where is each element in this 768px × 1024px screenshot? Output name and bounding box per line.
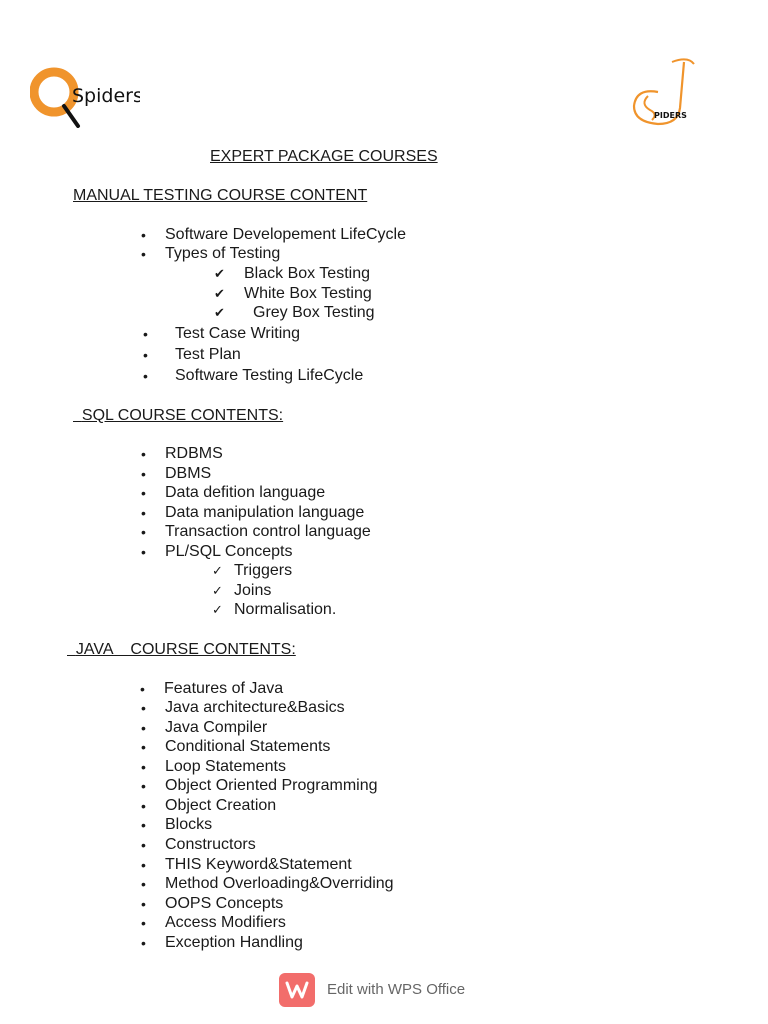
sub-list-item: ✓ Normalisation.	[212, 601, 337, 618]
list-item: • Constructors	[141, 836, 256, 853]
list-item: • THIS Keyword&Statement	[141, 856, 352, 873]
sql-heading: SQL COURSE CONTENTS:	[81, 407, 284, 424]
check-icon: ✓	[212, 583, 223, 598]
list-item: • Software Developement LifeCycle	[141, 226, 407, 243]
check-icon: ✓	[212, 602, 223, 617]
list-item: • Data manipulation language	[141, 504, 365, 521]
sub-list-item: ✓ Joins	[212, 582, 272, 599]
list-item: • Software Testing LifeCycle	[143, 367, 364, 384]
list-item: • PL/SQL Concepts	[141, 543, 293, 560]
check-icon: ✓	[212, 563, 223, 578]
jspiders-logo-text: PIDERS	[654, 111, 687, 120]
edit-with-wps-button[interactable]	[279, 973, 499, 1009]
list-item: • Data defition language	[141, 484, 326, 501]
list-item: • DBMS	[141, 465, 212, 482]
list-item: • Features of Java	[140, 680, 284, 697]
list-item: • Access Modifiers	[141, 914, 286, 931]
list-item: • OOPS Concepts	[141, 895, 284, 912]
list-item: • Types of Testing	[141, 245, 281, 262]
qspiders-logo-icon	[30, 66, 140, 128]
sub-list-item: ✔ Black Box Testing	[214, 265, 370, 282]
check-icon: ✔	[214, 266, 225, 281]
list-item: • Exception Handling	[141, 934, 303, 951]
wps-logo-icon	[279, 973, 315, 1007]
list-item: • Test Plan	[143, 346, 241, 363]
list-item: • Object Creation	[141, 797, 277, 814]
qspiders-logo	[30, 66, 140, 128]
qspiders-logo-text: Spiders	[72, 85, 140, 107]
list-item: • Java architecture&Basics	[141, 699, 345, 716]
list-item: • Object Oriented Programming	[141, 777, 378, 794]
jspiders-logo-icon	[628, 58, 700, 128]
list-item: • Test Case Writing	[143, 325, 301, 342]
list-item: • Method Overloading&Overriding	[141, 875, 394, 892]
wps-label: Edit with WPS Office	[327, 981, 466, 998]
java-heading: JAVA COURSE CONTENTS:	[75, 641, 296, 658]
list-item: • Loop Statements	[141, 758, 286, 775]
check-icon: ✔	[214, 286, 225, 301]
list-item: • Transaction control language	[141, 523, 371, 540]
list-item: • Java Compiler	[141, 719, 268, 736]
list-item: • Conditional Statements	[141, 738, 331, 755]
sub-list-item: ✔ White Box Testing	[214, 285, 372, 302]
list-item: • RDBMS	[141, 445, 223, 462]
sub-list-item: ✔ Grey Box Testing	[214, 304, 375, 321]
jspiders-logo	[628, 58, 700, 128]
page-title: EXPERT PACKAGE COURSES	[210, 148, 438, 165]
sub-list-item: ✓ Triggers	[212, 562, 293, 579]
list-item: • Blocks	[141, 816, 213, 833]
check-icon: ✔	[214, 305, 225, 320]
manual-heading: MANUAL TESTING COURSE CONTENT	[73, 187, 368, 204]
